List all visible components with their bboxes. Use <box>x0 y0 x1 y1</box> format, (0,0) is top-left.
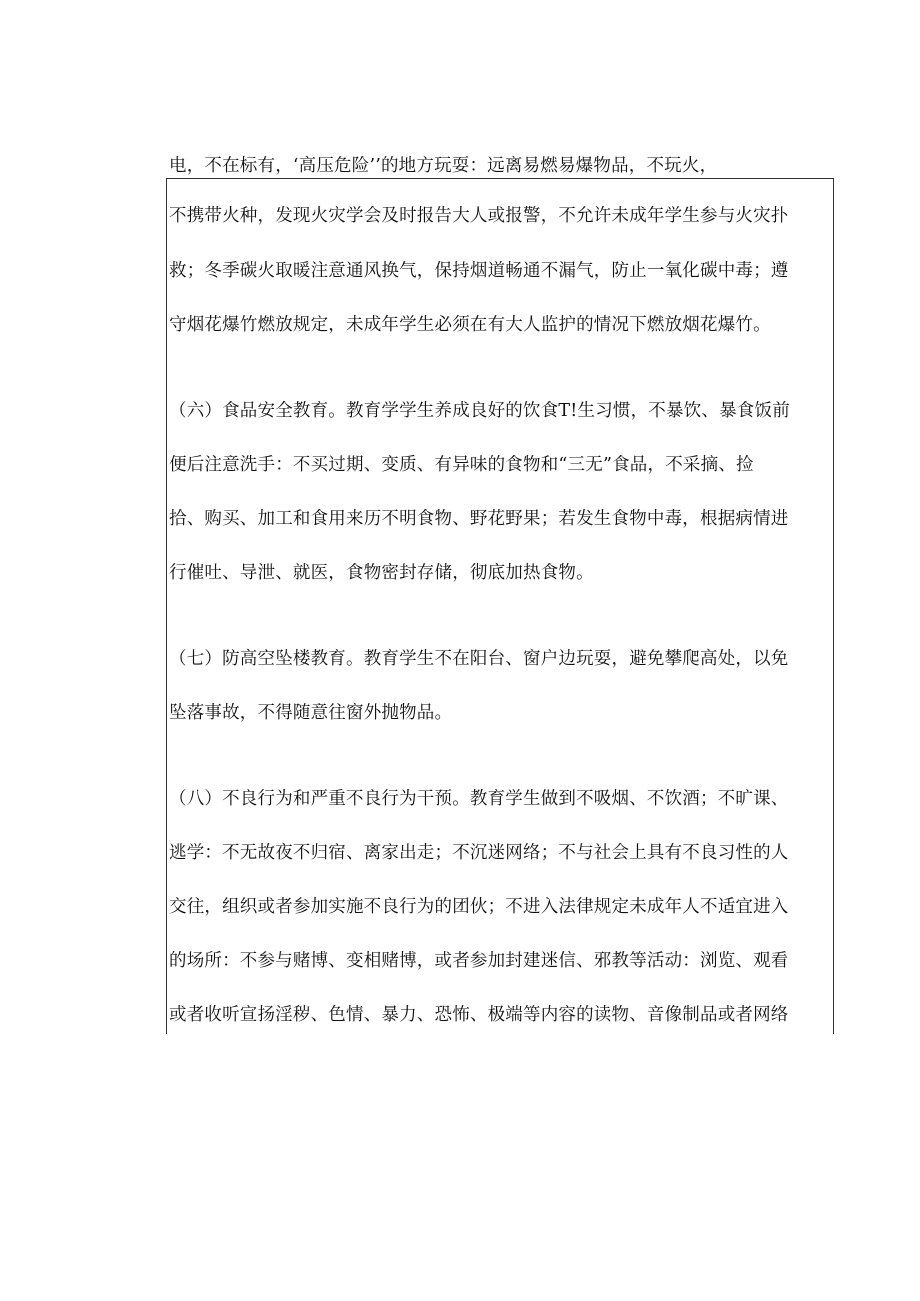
paragraph-seven-line: （七）防高空坠楼教育。教育学生不在阳台、窗户边玩耍，避免攀爬高处，以免 <box>169 649 789 669</box>
text-line: 救；冬季碳火取暖注意通风换气，保持烟道畅通不漏气，防止一氧化碳中毒；遵 <box>169 261 789 281</box>
text-line: 拾、购买、加工和食用来历不明食物、野花野果；若发生食物中毒，根据病情进 <box>169 509 789 529</box>
text-line: 便后注意洗手：不买过期、变质、有异味的食物和“三无”食品，不采摘、捡 <box>169 455 754 475</box>
text-line: 守烟花爆竹燃放规定，未成年学生必须在有大人监护的情况下燃放烟花爆竹。 <box>169 315 771 335</box>
text-line: 坠落事故，不得随意往窗外抛物品。 <box>169 703 453 723</box>
text-line: 不携带火种，发现火灾学会及时报告大人或报警，不允许未成年学生参与火灾扑 <box>169 206 789 226</box>
paragraph-six-line: （六）食品安全教育。教育学学生养成良好的饮食T!生习惯，不暴饮、暴食饭前 <box>169 401 790 421</box>
text-line: 电，不在标有，‘高压危险’’的地方玩耍：远离易燃易爆物品，不玩火， <box>169 156 718 176</box>
text-line: 交往，组织或者参加实施不良行为的团伙；不进入法律规定未成年人不适宜进入 <box>169 897 789 917</box>
text-line: 逃学：不无故夜不归宿、离家出走；不沉迷网络；不与社会上具有不良习性的人 <box>169 843 789 863</box>
text-line: 或者收听宣扬淫秽、色情、暴力、恐怖、极端等内容的读物、音像制品或者网络 <box>169 1005 789 1025</box>
text-line: 的场所：不参与赌博、变相赌博，或者参加封建迷信、邪教等活动：浏览、观看 <box>169 951 789 971</box>
text-line: 行催吐、导泄、就医，食物密封存储，彻底加热食物。 <box>169 563 594 583</box>
paragraph-eight-line: （八）不良行为和严重不良行为干预。教育学生做到不吸烟、不饮酒；不旷课、 <box>169 789 789 809</box>
